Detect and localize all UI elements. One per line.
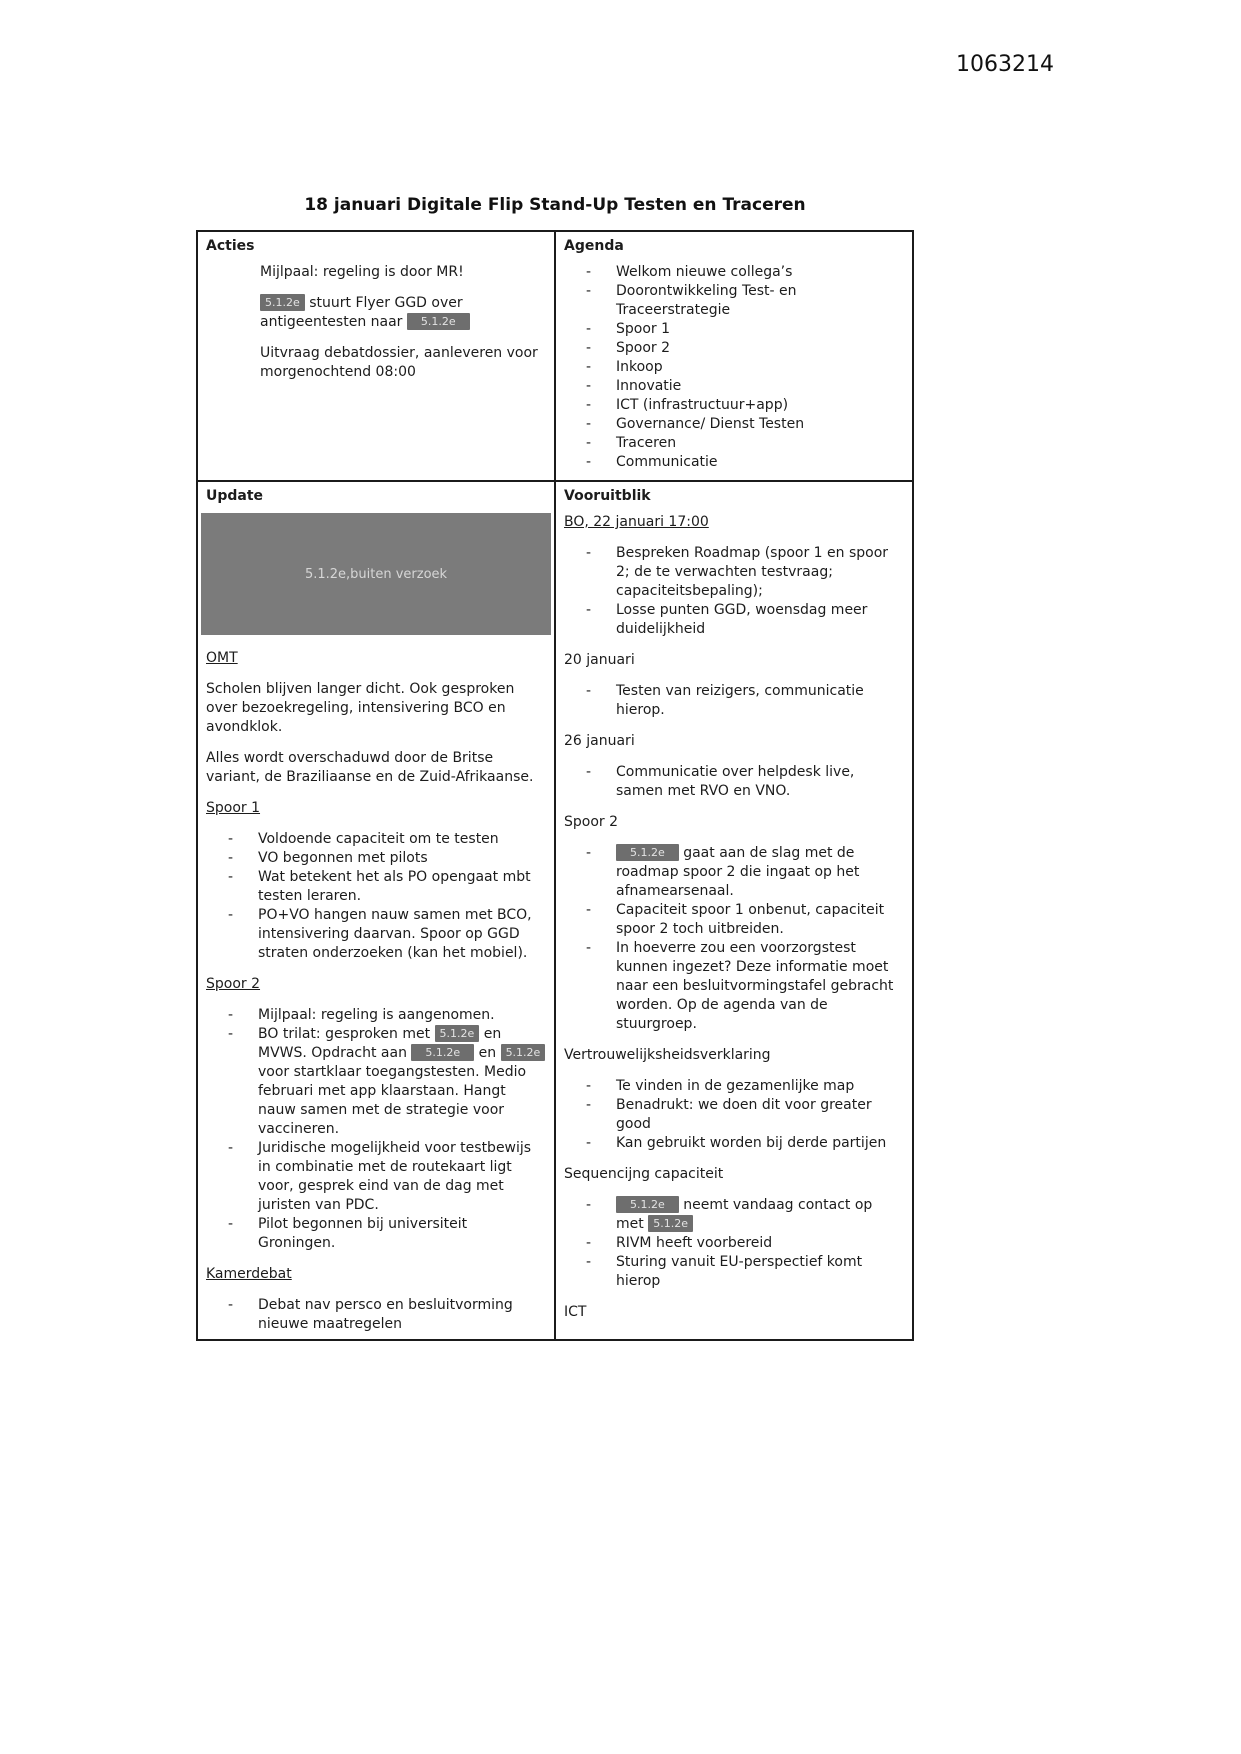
list-item <box>586 415 904 434</box>
dash-bullet: - <box>228 869 234 885</box>
list-item-text: Innovatie <box>616 378 682 394</box>
dash-bullet: - <box>586 1097 592 1113</box>
dash-bullet: - <box>586 683 592 699</box>
dash-bullet: - <box>228 907 234 923</box>
list-item <box>586 396 904 415</box>
list-item-text: PO+VO hangen nauw samen met BCO, intensivering daarvan. Spoor op GGD straten onderzoeken (kan het mobiel). <box>258 907 532 961</box>
list-item <box>228 1025 546 1139</box>
list-item-text: 5.1.2e neemt vandaag contact op met 5.1.2e <box>616 1197 873 1232</box>
section-heading: BO, 22 januari 17:00 <box>564 514 709 530</box>
cell-content-agenda <box>564 263 904 472</box>
list-item-text: Bespreken Roadmap (spoor 1 en spoor 2; de te verwachten testvraag; capaciteitsbepaling); <box>616 545 889 599</box>
paragraph: Uitvraag debatdossier, aanleveren voor morgenochtend 08:00 <box>260 345 538 380</box>
dash-bullet: - <box>228 1140 234 1156</box>
cell-content-update <box>206 513 546 1334</box>
redaction-chip: 5.1.2e <box>411 1044 474 1061</box>
dash-list <box>228 1006 546 1253</box>
list-item-text: Communicatie over helpdesk live, samen met RVO en VNO. <box>616 764 855 799</box>
list-item-text: Kan gebruikt worden bij derde partijen <box>616 1135 887 1151</box>
acties-cell <box>197 231 555 481</box>
list-item <box>586 377 904 396</box>
section-heading: Spoor 2 <box>564 814 619 830</box>
list-item <box>228 1006 546 1025</box>
update-cell <box>197 481 555 1340</box>
dash-list <box>586 263 904 472</box>
dash-bullet: - <box>586 845 592 861</box>
list-item <box>586 1096 904 1134</box>
dash-bullet: - <box>586 1078 592 1094</box>
list-item-text: RIVM heeft voorbereid <box>616 1235 773 1251</box>
list-item <box>586 320 904 339</box>
section-heading: ICT <box>564 1304 587 1320</box>
dash-bullet: - <box>586 602 592 618</box>
list-item <box>228 906 546 963</box>
list-item-text: Wat betekent het als PO opengaat mbt testen leraren. <box>258 869 531 904</box>
section-heading: Kamerdebat <box>206 1266 292 1282</box>
section-heading: OMT <box>206 650 238 666</box>
dash-bullet: - <box>586 283 592 299</box>
dash-list <box>586 682 904 720</box>
dash-list <box>586 1196 904 1291</box>
dash-bullet: - <box>586 378 592 394</box>
dash-bullet: - <box>586 1235 592 1251</box>
list-item-text: Capaciteit spoor 1 onbenut, capaciteit spoor 2 toch uitbreiden. <box>616 902 885 937</box>
paragraph: 5.1.2e stuurt Flyer GGD over antigeentesten naar 5.1.2e <box>260 294 546 332</box>
redaction-chip: 5.1.2e <box>616 1196 679 1213</box>
dash-bullet: - <box>586 545 592 561</box>
section-heading: Sequencijng capaciteit <box>564 1166 724 1182</box>
list-item <box>586 1196 904 1234</box>
list-item-text: BO trilat: gesproken met 5.1.2e en MVWS. Opdracht aan 5.1.2e en 5.1.2e voor startklaar toegangstesten. Medio februari met app klaarstaan. Hangt nauw samen met de strategie voor vaccineren. <box>258 1025 546 1139</box>
list-item <box>586 901 904 939</box>
list-item-text: Communicatie <box>616 454 718 470</box>
list-item-text: Spoor 1 <box>616 321 671 337</box>
list-item <box>586 282 904 320</box>
list-item-text: VO begonnen met pilots <box>258 850 428 866</box>
list-item <box>228 1296 546 1334</box>
list-item <box>586 434 904 453</box>
list-item-text: Sturing vanuit EU-perspectief komt hierop <box>616 1254 863 1289</box>
agenda-header: Agenda <box>564 238 624 254</box>
list-item-text: 5.1.2e gaat aan de slag met de roadmap spoor 2 die ingaat op het afnamearsenaal. <box>616 845 860 899</box>
dash-bullet: - <box>586 1254 592 1270</box>
dash-bullet: - <box>586 321 592 337</box>
section-heading: Vertrouwelijksheidsverklaring <box>564 1047 771 1063</box>
list-item <box>228 1215 546 1253</box>
list-item <box>586 358 904 377</box>
dash-bullet: - <box>586 764 592 780</box>
redaction-chip: 5.1.2e <box>648 1215 693 1232</box>
redaction-chip: 5.1.2e <box>407 313 470 330</box>
redaction-chip: 5.1.2e <box>616 844 679 861</box>
list-item <box>586 844 904 901</box>
dash-list <box>228 830 546 963</box>
list-item-text: Juridische mogelijkheid voor testbewijs in combinatie met de routekaart ligt voor, gesprek eind van de dag met juristen van PDC. <box>258 1140 532 1213</box>
list-item-text: Mijlpaal: regeling is aangenomen. <box>258 1007 495 1023</box>
redaction-block: 5.1.2e,buiten verzoek <box>201 513 551 635</box>
dash-bullet: - <box>586 416 592 432</box>
list-item-text: Spoor 2 <box>616 340 671 356</box>
list-item <box>586 1253 904 1291</box>
list-item-text: Voldoende capaciteit om te testen <box>258 831 499 847</box>
redaction-chip: 5.1.2e <box>260 294 305 311</box>
list-item <box>586 682 904 720</box>
dash-bullet: - <box>228 1007 234 1023</box>
list-item <box>228 868 546 906</box>
section-heading: Spoor 2 <box>206 976 261 992</box>
list-item-text: Welkom nieuwe collega’s <box>616 264 793 280</box>
section-heading: 20 januari <box>564 652 635 668</box>
list-item <box>586 1077 904 1096</box>
cell-content-vooruitblik <box>564 513 904 1322</box>
dash-bullet: - <box>228 1297 234 1313</box>
redaction-chip: 5.1.2e <box>501 1044 546 1061</box>
list-item-text: Doorontwikkeling Test- en Traceerstrategie <box>616 283 797 318</box>
paragraph: Alles wordt overschaduwd door de Britse variant, de Braziliaanse en de Zuid-Afrikaanse. <box>206 750 534 785</box>
dash-bullet: - <box>228 850 234 866</box>
dash-list <box>586 844 904 1034</box>
dash-bullet: - <box>586 902 592 918</box>
section-heading: Spoor 1 <box>206 800 261 816</box>
dash-bullet: - <box>586 435 592 451</box>
update-header: Update <box>206 488 264 504</box>
list-item-text: Te vinden in de gezamenlijke map <box>616 1078 855 1094</box>
section-heading: 26 januari <box>564 733 635 749</box>
paragraph: Scholen blijven langer dicht. Ook gesproken over bezoekregeling, intensivering BCO en avondklok. <box>206 681 515 735</box>
list-item-text: Traceren <box>616 435 677 451</box>
list-item <box>228 1139 546 1215</box>
paragraph: Mijlpaal: regeling is door MR! <box>260 264 464 280</box>
list-item-text: Debat nav persco en besluitvorming nieuwe maatregelen <box>258 1297 513 1332</box>
list-item-text: In hoeverre zou een voorzorgstest kunnen ingezet? Deze informatie moet naar een besluitvormingstafel gebracht worden. Op de agenda van de stuurgroep. <box>616 940 894 1032</box>
list-item <box>586 544 904 601</box>
list-item <box>228 830 546 849</box>
dash-list <box>586 763 904 801</box>
acties-header: Acties <box>206 238 255 254</box>
list-item <box>586 601 904 639</box>
vooruitblik-cell <box>555 481 913 1340</box>
list-item-text: ICT (infrastructuur+app) <box>616 397 789 413</box>
list-item-text: Losse punten GGD, woensdag meer duidelijkheid <box>616 602 868 637</box>
dash-list <box>586 1077 904 1153</box>
dash-bullet: - <box>586 454 592 470</box>
dash-bullet: - <box>586 264 592 280</box>
dash-bullet: - <box>586 359 592 375</box>
document-number: 1063214 <box>956 52 1054 77</box>
dash-bullet: - <box>586 940 592 956</box>
list-item <box>586 939 904 1034</box>
list-item <box>586 453 904 472</box>
standup-table <box>196 230 914 1341</box>
dash-bullet: - <box>586 397 592 413</box>
dash-bullet: - <box>228 831 234 847</box>
list-item <box>228 849 546 868</box>
list-item <box>586 1234 904 1253</box>
dash-bullet: - <box>586 1197 592 1213</box>
agenda-cell <box>555 231 913 481</box>
dash-list <box>586 544 904 639</box>
list-item <box>586 263 904 282</box>
list-item <box>586 1134 904 1153</box>
vooruitblik-header: Vooruitblik <box>564 488 651 504</box>
redaction-chip: 5.1.2e <box>435 1025 480 1042</box>
list-item-text: Inkoop <box>616 359 663 375</box>
list-item-text: Governance/ Dienst Testen <box>616 416 805 432</box>
cell-content-acties <box>206 263 546 382</box>
document-title: 18 januari Digitale Flip Stand-Up Testen en Traceren <box>304 195 806 215</box>
list-item-text: Pilot begonnen bij universiteit Groningen. <box>258 1216 468 1251</box>
dash-bullet: - <box>228 1026 234 1042</box>
list-item <box>586 339 904 358</box>
dash-bullet: - <box>586 340 592 356</box>
dash-list <box>228 1296 546 1334</box>
dash-bullet: - <box>228 1216 234 1232</box>
dash-bullet: - <box>586 1135 592 1151</box>
list-item <box>586 763 904 801</box>
list-item-text: Testen van reizigers, communicatie hierop. <box>616 683 864 718</box>
list-item-text: Benadrukt: we doen dit voor greater good <box>616 1097 872 1132</box>
